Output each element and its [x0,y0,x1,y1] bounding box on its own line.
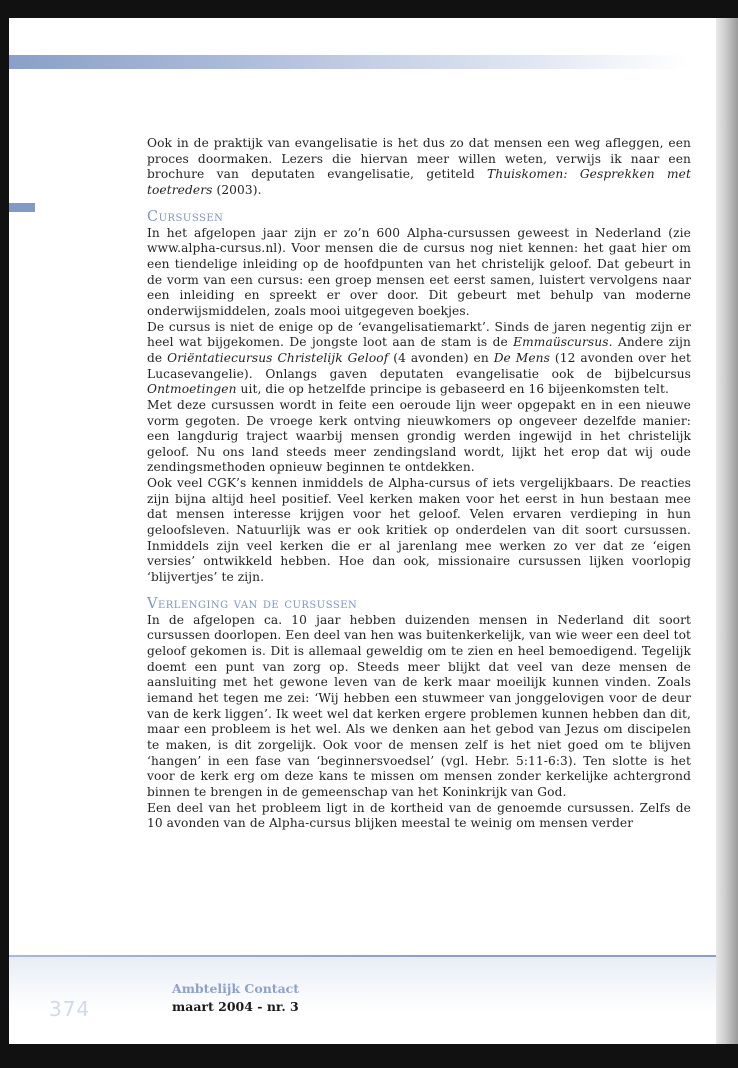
header-color-band [9,55,689,69]
scan-border-bottom [0,1044,738,1068]
scan-border-top [0,0,738,18]
section-heading-cursussen: Cursussen [147,208,224,225]
section-heading-verlenging: Verlenging van de cursussen [147,595,358,612]
footer [9,957,716,1035]
intro-paragraph: Ook in de praktijk van evangelisatie is het dus zo dat mensen een weg afleggen, een proces doormaken. Lezers die hiervan meer willen weten, verwijs ik naar een brochure van deputaten evangelisatie, getiteld Thuiskomen: Gesprekken met toetreders (2003). [147,136,691,197]
article-body [147,136,691,832]
paragraph: Met deze cursussen wordt in feite een oeroude lijn weer opgepakt en in een nieuwe vorm gegoten. De vroege kerk ontving nieuwkomers op ongeveer dezelfde manier: een langdurig traject waarbij mensen grondig werden ingewijd in het christelijk geloof. Nu ons land steeds meer zendingsland wordt, lijkt het erop dat wij oude zendingsmethoden opnieuw beginnen te ontdekken. [147,397,691,475]
brochure-title: Thuiskomen: Gesprekken met toetreders [147,167,691,197]
scan-border-left [0,0,9,1068]
paragraph: Een deel van het probleem ligt in de kortheid van de genoemde cursussen. Zelfs de 10 avonden van de Alpha-cursus blijken meestal te weinig om mensen verder [147,800,691,831]
issue-info: maart 2004 - nr. 3 [172,999,299,1014]
paragraph: Ook veel CGK’s kennen inmiddels de Alpha-cursus of iets vergelijkbaars. De reacties zijn bijna altijd heel positief. Veel kerken maken voor het eerst in hun bestaan mee dat mensen interesse krijgen voor het geloof. Velen ervaren verdieping in hun geloofsleven. Natuurlijk was er ook kritiek op onderdelen van dit soort cursussen. Inmiddels zijn veel kerken die er al jarenlang mee werken zo ver dat ze ‘eigen versies’ ontwikkeld hebben. Hoe dan ook, missionaire cursussen lijken voorlopig ‘blijvertjes’ te zijn. [147,476,691,585]
section-tab-marker [9,203,35,212]
paragraph: In het afgelopen jaar zijn er zo’n 600 Alpha-cursussen geweest in Nederland (zie www.alpha-cursus.nl). Voor mensen die de cursus nog niet kennen: het gaat hier om een tiendelige inleiding op de hoofdpunten van het christelijk geloof. Dat gebeurt in de vorm van een cursus: een groep mensen eet eerst samen, luistert vervolgens naar een inleiding en spreekt er over door. Dit gebeurt met behulp van moderne onderwijsmiddelen, zoals mooi uitgegeven boekjes. [147,225,691,318]
paragraph: De cursus is niet de enige op de ‘evangelisatiemarkt’. Sinds de jaren negentig zijn er heel wat bijgekomen. De jongste loot aan de stam is de Emmaüscursus. Andere zijn de Oriëntatiecursus Christelijk Geloof (4 avonden) en De Mens (12 avonden over het Lucasevangelie). Onlangs gaven deputaten evangelisatie ook de bijbelcursus Ontmoetingen uit, die op hetzelfde principe is gebaseerd en 16 bijeenkomsten telt. [147,319,692,397]
journal-title: Ambtelijk Contact [172,981,300,996]
paragraph: In de afgelopen ca. 10 jaar hebben duizenden mensen in Nederland dit soort cursussen doorlopen. Een deel van hen was buitenkerkelijk, van wie weer een deel tot geloof gekomen is. Dit is allemaal geweldig om te zien en heel bemoedigend. Tegelijk doemt een punt van zorg op. Steeds meer blijkt dat veel van deze mensen de aansluiting met het gewone leven van de kerk maar moeilijk kunnen vinden. Zoals iemand het tegen me zei: ‘Wij hebben een stuwmeer van jonggelovigen voor de deur van de kerk liggen’. Ik weet wel dat kerken ergere problemen kunnen hebben dan dit, maar een probleem is het wel. Als we denken aan het gebod van Jezus om discipelen te maken, is dit zorgelijk. Ook voor de mensen zelf is het niet goed om te blijven ‘hangen’ in een fase van ‘beginnersvoedsel’ (vgl. Hebr. 5:11-6:3). Ten slotte is het voor de kerk erg om deze kans te missen om mensen zonder kerkelijke achtergrond binnen te brengen in de gemeenschap van het Koninkrijk van God. [147,612,691,799]
page-number: 374 [49,997,91,1021]
page-gutter-shadow [716,18,738,1044]
